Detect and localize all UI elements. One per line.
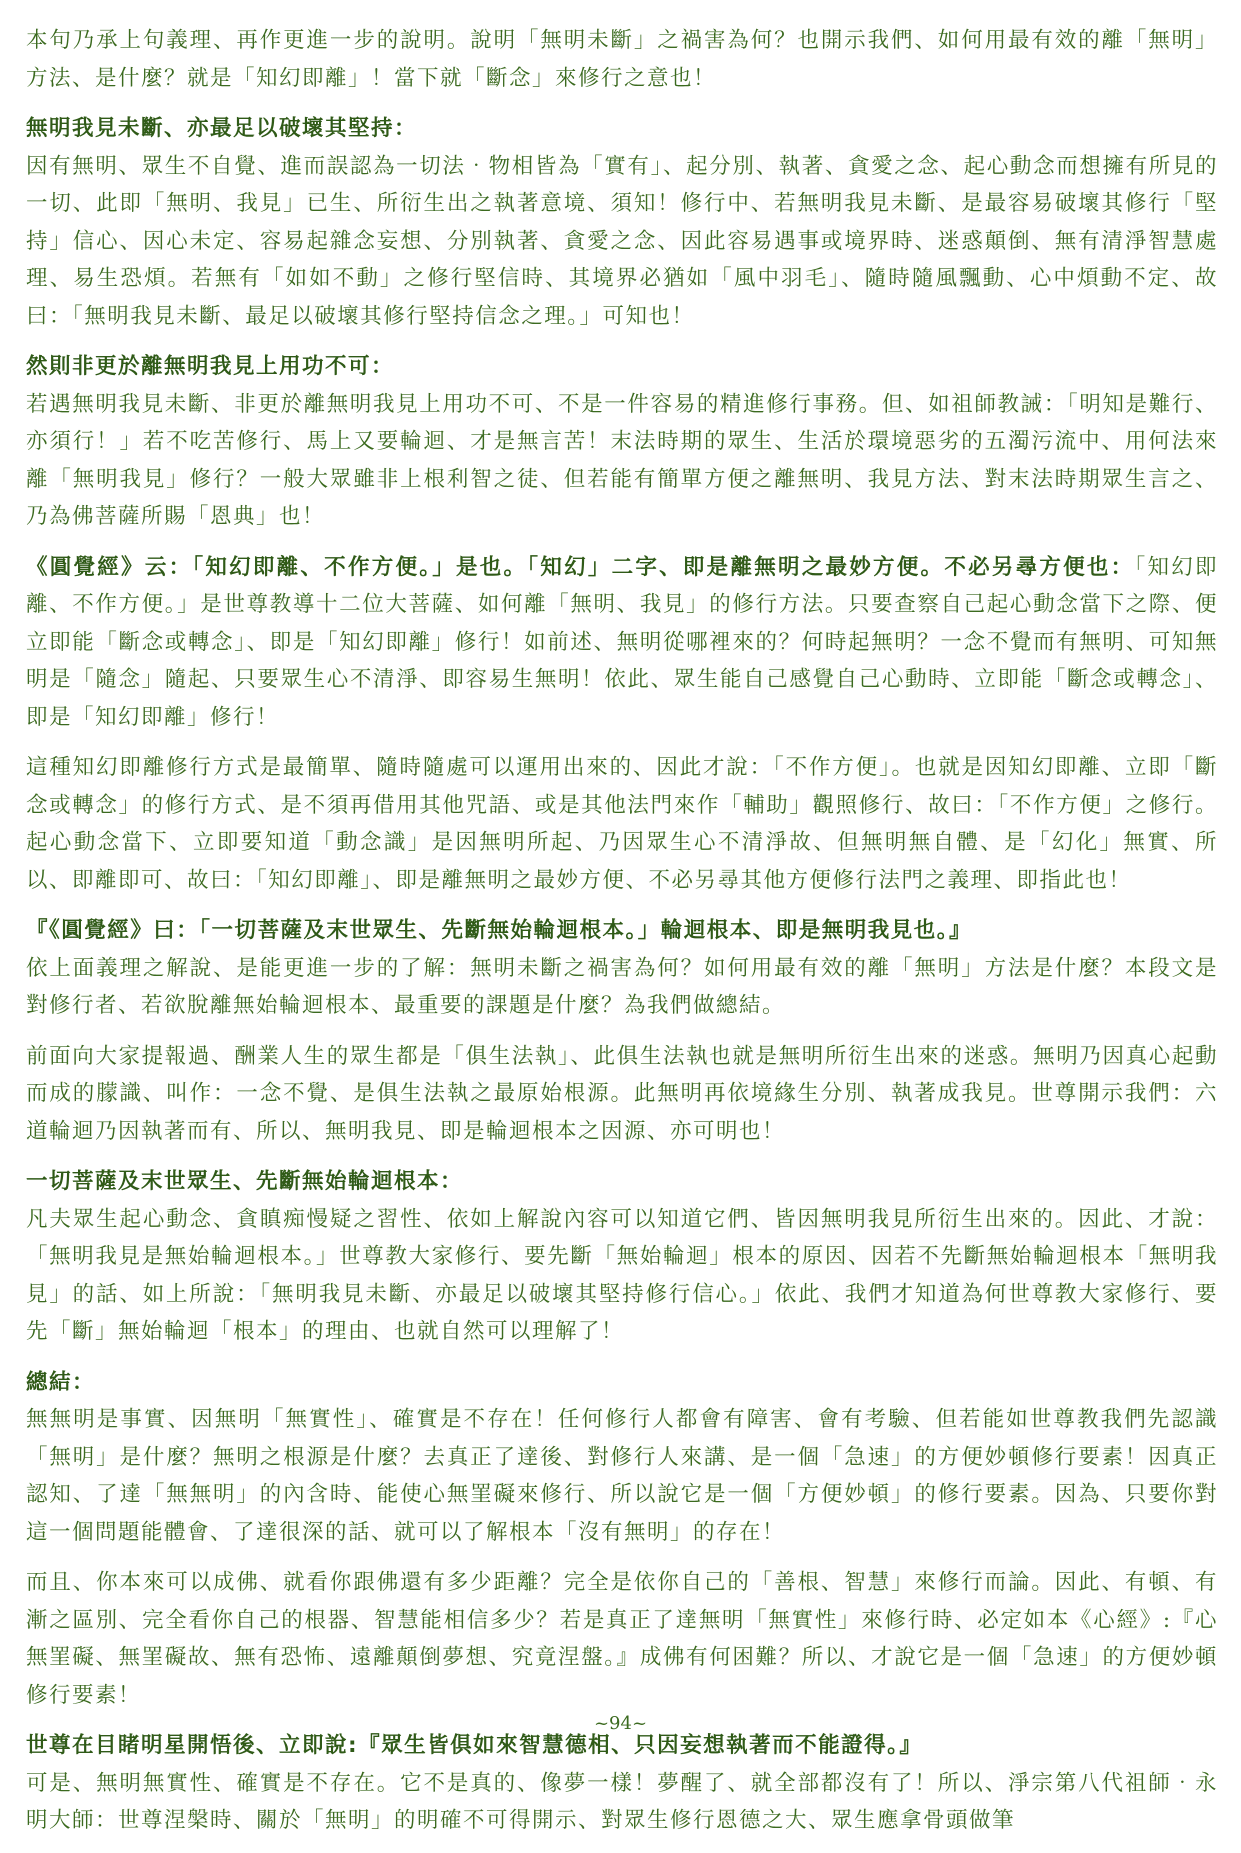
section-ignorance-not-cut — [26, 110, 1218, 335]
page-number: ~94~ — [593, 1713, 648, 1734]
section-innate-attachment — [26, 1038, 1218, 1151]
section-heading: 『《圓覺經》曰：「一切菩薩及末世眾生、先斷無始輪迴根本。」輪迴根本、即是無明我見也。』 — [26, 918, 973, 943]
document-page — [26, 22, 1218, 1853]
paragraph: 因有無明、眾生不自覺、進而誤認為一切法‧物相皆為「實有」、起分別、執著、貪愛之念、起心動念而想擁有所見的一切、此即「無明、我見」已生、所衍生出之執著意境、須知！修行中、若無明我見未斷、是最容易破壞其修行「堅持」信心、因心未定、容易起雜念妄想、分別執著、貪愛之念、因此容易遇事或境界時、迷惑顛倒、無有清淨智慧處理、易生恐煩。若無有「如如不動」之修行堅信時、其境界必猶如「風中羽毛」、隨時隨風飄動、心中煩動不定、故曰：「無明我見未斷、最足以破壞其修行堅持信念之理。」可知也！ — [26, 153, 1218, 329]
paragraph: 依上面義理之解說、是能更進一步的了解：無明未斷之禍害為何？如何用最有效的離「無明」方法是什麼？本段文是對修行者、若欲脫離無始輪迴根本、最重要的課題是什麼？為我們做總結。 — [26, 955, 1218, 1018]
section-heading: 然則非更於離無明我見上用功不可： — [26, 354, 395, 379]
paragraph: 這種知幻即離修行方式是最簡單、隨時隨處可以運用出來的、因此才說：「不作方便」。也就是因知幻即離、立即「斷念或轉念」的修行方式、是不須再借用其他咒語、或是其他法門來作「輔助」觀照修行、故曰：「不作方便」之修行。起心動念當下、立即要知道「動念識」是因無明所起、乃因眾生心不清淨故、但無明無自體、是「幻化」無實、所以、即離即可、故曰：「知幻即離」、即是離無明之最妙方便、不必另尋其他方便修行法門之義理、即指此也！ — [26, 755, 1218, 893]
section-cut-root-first — [26, 1163, 1218, 1351]
paragraph: 而且、你本來可以成佛、就看你跟佛還有多少距離？完全是依你自己的「善根、智慧」來修行而論。因此、有頓、有漸之區別、完全看你自己的根器、智慧能相信多少？若是真正了達無明「無實性」來修行時、必定如本《心經》:『心無罣礙、無罣礙故、無有恐怖、遠離顛倒夢想、究竟涅盤。』成佛有何困難？所以、才說它是一個「急速」的方便妙頓修行要素！ — [26, 1570, 1218, 1708]
section-must-work-hard — [26, 348, 1218, 536]
inline-heading: 《圓覺經》云：「知幻即離、不作方便。」是也。「知幻」二字、即是離無明之最妙方便。不必另尋方便也： — [26, 554, 1135, 580]
section-yuanjue-sutra-quote — [26, 549, 1218, 737]
paragraph: 前面向大家提報過、酬業人生的眾生都是「俱生法執」、此俱生法執也就是無明所衍生出來的迷惑。無明乃因真心起動而成的朦識、叫作：一念不覺、是俱生法執之最原始根源。此無明再依境緣生分別、執著成我見。世尊開示我們：六道輪迴乃因執著而有、所以、無明我見、即是輪迴根本之因源、亦可明也！ — [26, 1043, 1218, 1144]
section-heading: 一切菩薩及末世眾生、先斷無始輪迴根本： — [26, 1169, 464, 1194]
section-summary — [26, 1364, 1218, 1552]
section-heading: 無明我見未斷、亦最足以破壞其堅持： — [26, 116, 418, 141]
section-enlightenment — [26, 1727, 1218, 1840]
section-intro — [26, 22, 1218, 97]
paragraph-text: 「知幻即離、不作方便。」是世尊教導十二位大菩薩、如何離「無明、我見」的修行方法。只要查察自己起心動念當下之際、便立即能「斷念或轉念」、即是「知幻即離」修行！如前述、無明從哪裡來的？何時起無明？一念不覺而有無明、可知無明是「隨念」隨起、只要眾生心不清淨、即容易生無明！依此、眾生能自己感覺自己心動時、立即能「斷念或轉念」、即是「知幻即離」修行！ — [26, 554, 1218, 730]
paragraph: 無無明是事實、因無明「無實性」、確實是不存在！任何修行人都會有障害、會有考驗、但若能如世尊教我們先認識「無明」是什麼？無明之根源是什麼？去真正了達後、對修行人來講、是一個「急速」的方便妙頓修行要素！因真正認知、了達「無無明」的內含時、能使心無罣礙來修行、所以說它是一個「方便妙頓」的修行要素。因為、只要你對這一個問題能體會、了達很深的話、就可以了解根本「沒有無明」的存在！ — [26, 1407, 1218, 1545]
section-root-of-samsara — [26, 912, 1218, 1025]
section-become-buddha — [26, 1564, 1218, 1714]
section-heading: 總結： — [26, 1369, 96, 1395]
paragraph: 凡夫眾生起心動念、貪瞋痴慢疑之習性、依如上解說內容可以知道它們、皆因無明我見所衍生出來的。因此、才說：「無明我見是無始輪迴根本。」世尊教大家修行、要先斷「無始輪迴」根本的原因、因若不先斷無始輪迴根本「無明我見」的話、如上所說：「無明我見未斷、亦最足以破壞其堅持修行信心。」依此、我們才知道為何世尊教大家修行、要先「斷」無始輪迴「根本」的理由、也就自然可以理解了！ — [26, 1206, 1218, 1344]
paragraph: 本句乃承上句義理、再作更進一步的說明。說明「無明未斷」之禍害為何？也開示我們、如何用最有效的離「無明」方法、是什麼？就是「知幻即離」！當下就「斷念」來修行之意也！ — [26, 28, 1218, 91]
paragraph: 可是、無明無實性、確實是不存在。它不是真的、像夢一樣！夢醒了、就全部都沒有了！所以、淨宗第八代祖師‧永明大師：世尊涅槃時、關於「無明」的明確不可得開示、對眾生修行恩德之大、眾生應拿骨頭做筆 — [26, 1770, 1218, 1833]
section-no-expedient — [26, 749, 1218, 899]
section-heading: 世尊在目睹明星開悟後、立即說:『眾生皆俱如來智慧德相、只因妄想執著而不能證得。』 — [26, 1733, 923, 1758]
paragraph: 若遇無明我見未斷、非更於離無明我見上用功不可、不是一件容易的精進修行事務。但、如祖師教誡：「明知是難行、亦須行！」若不吃苦修行、馬上又要輪迴、才是無言苦！末法時期的眾生、生活於環境惡劣的五濁污流中、用何法來離「無明我見」修行？一般大眾雖非上根利智之徒、但若能有簡單方便之離無明、我見方法、對末法時期眾生言之、乃為佛菩薩所賜「恩典」也！ — [26, 391, 1218, 529]
paragraph — [26, 549, 1218, 737]
